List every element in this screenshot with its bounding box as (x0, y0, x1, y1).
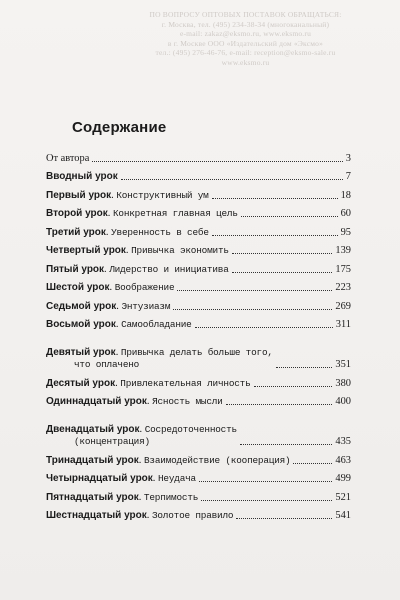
toc-lesson-topic: Конструктивный ум (116, 189, 209, 201)
toc-page-number: 95 (340, 226, 351, 238)
toc-page-number: 311 (335, 319, 351, 330)
toc-page-number: 223 (335, 282, 351, 293)
toc-page-number: 435 (335, 436, 351, 447)
toc-lesson-topic-continued: (концентрация) (74, 436, 150, 447)
toc-page-number: 60 (340, 208, 351, 219)
bleed-line: e-mail: zakaz@eksmo.ru, www.eksmo.ru (179, 29, 312, 38)
dot-leader (254, 386, 333, 387)
toc-page-number: 400 (335, 396, 351, 407)
toc-page-number: 463 (335, 454, 351, 466)
toc-lesson-topic: Привычка делать больше того, (120, 347, 273, 358)
toc-lesson-label: Девятый урок (46, 347, 116, 358)
dot-leader (226, 404, 333, 405)
toc-row (46, 146, 351, 165)
dot-leader (173, 309, 332, 310)
toc-lesson-topic: Привычка экономить (131, 245, 229, 256)
toc-page-number: 139 (335, 245, 351, 256)
toc-row: Восьмой урок. Самообладание 311 (46, 319, 351, 330)
toc-lesson-topic: Уверенность в себе (111, 226, 209, 238)
dot-leader (240, 444, 332, 445)
dot-leader (121, 179, 343, 180)
dot-leader (276, 367, 333, 368)
toc-row: Девятый урок. Привычка делать больше того, что оплачено 351 (46, 347, 351, 370)
toc-lesson-label: Пятнадцатый урок (46, 491, 139, 503)
toc-lesson-topic: Воображение (114, 282, 175, 293)
toc-lesson-label: Одиннадцатый урок (46, 396, 147, 407)
toc-row: Тринадцатый урок. Взаимодействие (кооперация) 463 (46, 454, 351, 466)
toc-lesson-label: Четырнадцатый урок (46, 473, 153, 484)
toc-page-number: 269 (335, 300, 351, 312)
toc-lesson-topic: Золотое правило (151, 510, 234, 521)
toc-page-number: 175 (335, 263, 351, 275)
dot-leader (201, 500, 332, 501)
toc-row: Десятый урок. Привлекательная личность 380 (46, 377, 351, 389)
toc-row: Третий урок. Уверенность в себе 95 (46, 226, 351, 238)
toc-lesson-label: Четвертый урок (46, 245, 126, 256)
toc-lesson-label: Двенадцатый урок (46, 424, 140, 435)
bleed-line: ПО ВОПРОСУ ОПТОВЫХ ПОСТАВОК ОБРАЩАТЬСЯ: (149, 10, 342, 19)
toc-lesson-label: Восьмой урок (46, 319, 116, 330)
toc-row: Пятый урок. Лидерство и инициатива 175 (46, 263, 351, 275)
dot-leader (293, 463, 332, 464)
toc-page-number: 541 (335, 510, 351, 521)
toc-row: Шестнадцатый урок. Золотое правило 541 (46, 510, 351, 521)
dot-leader (177, 290, 332, 291)
toc-lesson-topic: Неудача (158, 473, 196, 484)
toc-page-number: 499 (335, 473, 351, 484)
toc-lesson-label: Первый урок (46, 189, 112, 201)
table-of-contents (46, 146, 351, 522)
toc-row: Четвертый урок. Привычка экономить 139 (46, 245, 351, 256)
toc-row: Двенадцатый урок. Сосредоточенность (концентрация) 435 (46, 424, 351, 447)
dot-leader (212, 198, 338, 199)
toc-lesson-label: Десятый урок (46, 377, 116, 389)
toc-lesson-topic: Энтузиазм (121, 300, 171, 312)
toc-lesson-topic: Привлекательная личность (120, 377, 251, 389)
toc-lesson-label: Пятый урок (46, 263, 105, 275)
page-title: Содержание (72, 119, 167, 136)
dot-leader (236, 518, 332, 519)
dot-leader (199, 481, 332, 482)
toc-lesson-label: Шестой урок (46, 282, 110, 293)
toc-entry-title: Вводный урок (46, 171, 118, 182)
bleed-line: тел.: (495) 276-46-76, e-mail: reception@eksmo-sale.ru (155, 48, 336, 57)
bleed-line: г. Москва, тел. (495) 234-38-34 (многоканальный) (161, 19, 330, 29)
bleed-line: в г. Москве ООО «Издательский дом «Эксмо» (167, 38, 324, 48)
toc-lesson-topic: Взаимодействие (кооперация) (143, 454, 291, 466)
toc-row (46, 165, 351, 184)
toc-page-number: 380 (335, 377, 351, 389)
toc-page-number: 3 (345, 152, 351, 164)
toc-entry-title: От автора (46, 152, 90, 164)
toc-lesson-label: Тринадцатый урок (46, 454, 139, 466)
toc-lesson-label: Второй урок (46, 208, 108, 219)
bleed-through-text (118, 10, 373, 67)
toc-lesson-topic: Терпимость (143, 491, 199, 503)
toc-row: Седьмой урок. Энтузиазм 269 (46, 300, 351, 312)
toc-row: Первый урок. Конструктивный ум 18 (46, 189, 351, 201)
dot-leader (232, 272, 333, 273)
toc-page-number: 351 (335, 359, 351, 370)
dot-leader (232, 253, 333, 254)
dot-leader (241, 216, 338, 217)
dot-leader (92, 161, 342, 162)
toc-row: Второй урок. Конкретная главная цель 60 (46, 208, 351, 219)
toc-lesson-topic: Конкретная главная цель (112, 208, 238, 219)
toc-lesson-topic: Лидерство и инициатива (109, 263, 229, 275)
bleed-line: www.eksmo.ru (221, 57, 270, 67)
toc-lesson-label: Третий урок (46, 226, 106, 238)
toc-lesson-topic: Ясность мысли (152, 396, 223, 407)
toc-page-number: 18 (340, 189, 351, 201)
toc-lesson-topic: Самообладание (121, 319, 192, 330)
dot-leader (212, 235, 338, 236)
toc-row: Пятнадцатый урок. Терпимость 521 (46, 491, 351, 503)
toc-page-number: 7 (345, 171, 351, 182)
toc-page-number: 521 (335, 491, 351, 503)
toc-lesson-topic: Сосредоточенность (144, 424, 237, 435)
toc-lesson-topic-continued: что оплачено (74, 359, 140, 370)
toc-row: Четырнадцатый урок. Неудача 499 (46, 473, 351, 484)
toc-row: Шестой урок. Воображение 223 (46, 282, 351, 293)
dot-leader (195, 327, 333, 328)
toc-lesson-label: Шестнадцатый урок (46, 510, 147, 521)
toc-lesson-label: Седьмой урок (46, 300, 117, 312)
toc-row: Одиннадцатый урок. Ясность мысли 400 (46, 396, 351, 407)
